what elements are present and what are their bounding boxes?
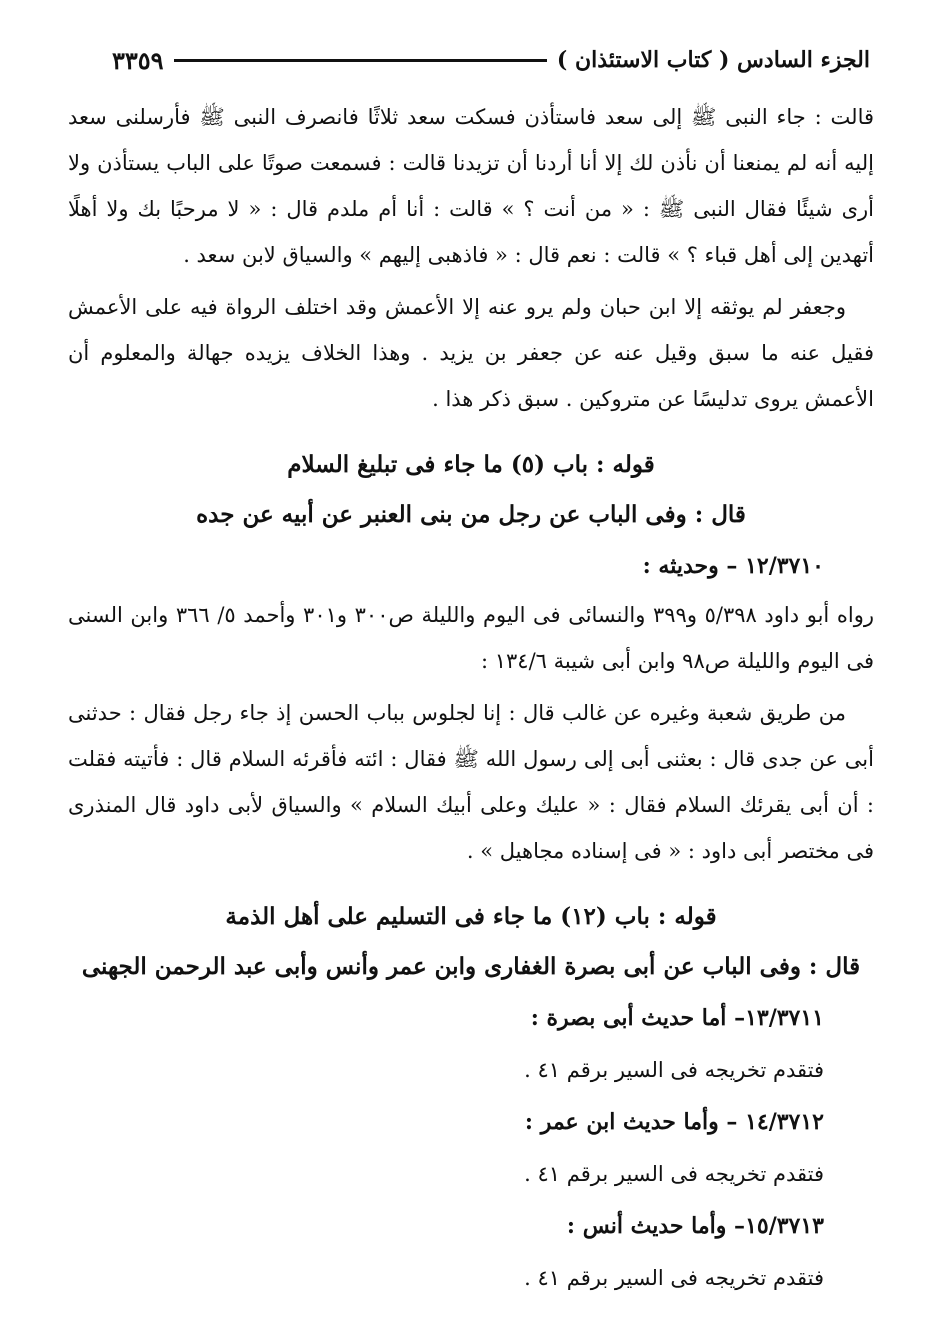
header-rule <box>174 59 547 62</box>
hadith-text-paragraph: من طريق شعبة وغيره عن غالب قال : إنا لجلوس بباب الحسن إذ جاء رجل فقال : حدثنى أبى عن جدى قال : بعثنى أبى إلى رسول الله ﷺ فقال : ائته فأقرئه السلام قال : فأتيته فقلت : أن أبى يقرئك السلام فقال : « عليك وعلى أبيك السلام » والسياق لأبى داود قال المنذرى فى مختصر أبى داود : « فى إسناده مجاهيل » . <box>68 701 874 863</box>
hadith-heading: ١٥/٣٧١٣– وأما حديث أنس : <box>566 1213 824 1239</box>
hadith-heading: ١٣/٣٧١١– أما حديث أبى بصرة : <box>530 1005 824 1031</box>
paragraph-umm-mildam: قالت : جاء النبى ﷺ إلى سعد فاستأذن فسكت سعد ثلاثًا فانصرف النبى ﷺ فأرسلنى سعد إليه أنه لم يمنعنا أن نأذن لك إلا أنا أردنا أن تزيدنا قالت : فسمعت صوتًا على الباب يستأذن ولا أرى شيئًا فقال النبى ﷺ : « من أنت ؟ » قالت : أنا أم ملدم قال : « لا مرحبًا بك ولا أهلًا أتهدين إلى أهل قباء ؟ » قالت : نعم قال : « فاذهبى إليهم » والسياق لابن سعد . <box>68 105 874 267</box>
section-title-tabligh-salam: قوله : باب (٥) ما جاء فى تبليغ السلام <box>287 451 655 478</box>
hadith-heading: ١٢/٣٧١٠ – وحديثه : <box>642 553 824 579</box>
hadith-heading: ١٤/٣٧١٢ – وأما حديث ابن عمر : <box>524 1109 824 1135</box>
takhrij-line: فتقدم تخريجه فى السير برقم ٤١ . <box>524 1058 824 1082</box>
section-qala-line: قال : وفى الباب عن أبى بصرة الغفارى وابن عمر وأنس وأبى عبد الرحمن الجهنى <box>81 953 861 980</box>
takhrij-paragraph: رواه أبو داود ٥/٣٩٨ و٣٩٩ والنسائى فى اليوم والليلة ص٣٠٠ و٣٠١ وأحمد ٥/ ٣٦٦ وابن السنى فى اليوم والليلة ص٩٨ وابن أبى شيبة ١٣٤/٦ : <box>68 603 874 673</box>
section-title-ahl-dhimma: قوله : باب (١٢) ما جاء فى التسليم على أهل الذمة <box>225 903 717 930</box>
page-body <box>68 94 874 1304</box>
takhrij-line: فتقدم تخريجه فى السير برقم ٤١ . <box>524 1266 824 1290</box>
section-qala-line: قال : وفى الباب عن رجل من بنى العنبر عن أبيه عن جده <box>196 501 746 528</box>
running-title: الجزء السادس ( كتاب الاستئذان ) <box>556 47 870 73</box>
page-number: ٣٣٥٩ <box>112 45 164 75</box>
takhrij-line: فتقدم تخريجه فى السير برقم ٤١ . <box>524 1162 824 1186</box>
paragraph-jafar: وجعفر لم يوثقه إلا ابن حبان ولم يرو عنه إلا الأعمش وقد اختلف الرواة فيه على الأعمش فقيل عنه ما سبق وقيل عنه عن جعفر بن يزيد . وهذا الخلاف يزيده جهالة والمعلوم أن الأعمش يروى تدليسًا عن متروكين . سبق ذكر هذا . <box>68 295 874 411</box>
page-header <box>112 40 870 80</box>
